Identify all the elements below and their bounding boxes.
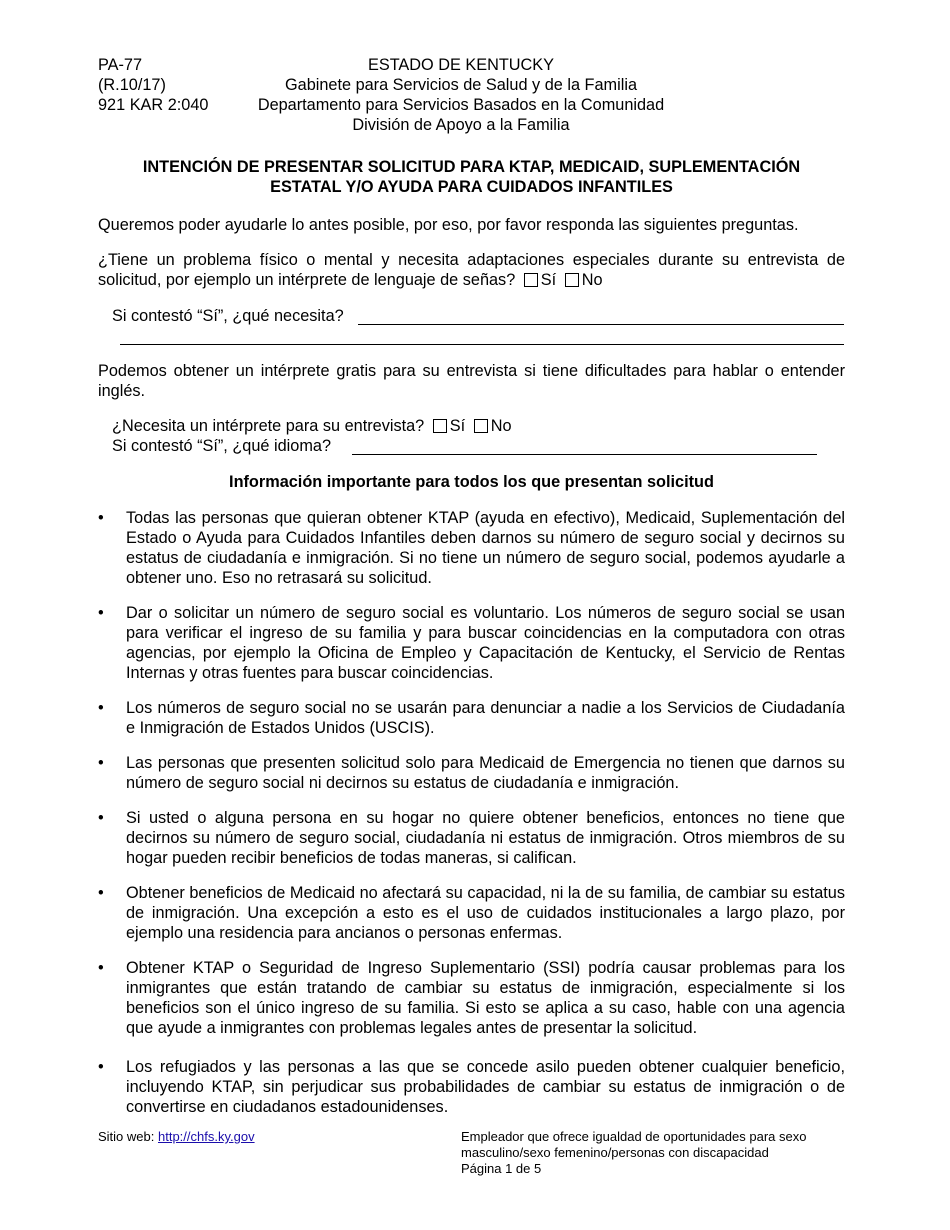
list-item-text: Obtener beneficios de Medicaid no afectará su capacidad, ni la de su familia, de cambiar su estatus de inmigración. Una excepción a esto es el uso de cuidados institucionales a largo plazo, por ejemplo una residencia para ancianos o personas enfermas. bbox=[126, 884, 845, 942]
website-link[interactable]: http://chfs.ky.gov bbox=[157, 1129, 255, 1144]
accommodation-no-label: No bbox=[581, 271, 603, 289]
department-name: Departamento para Servicios Basados en la Comunidad bbox=[257, 96, 665, 114]
website-label: Sitio web: bbox=[98, 1129, 158, 1144]
list-item bbox=[98, 603, 845, 683]
accommodation-no-checkbox[interactable] bbox=[565, 273, 579, 287]
intro-text: Queremos poder ayudarle lo antes posible, por eso, por favor responda las siguientes preguntas. bbox=[98, 216, 799, 234]
accommodation-question bbox=[98, 250, 845, 290]
interpreter-question-text: ¿Necesita un intérprete para su entrevista? bbox=[112, 417, 425, 435]
section-title: Información importante para todos los que presentan solicitud bbox=[229, 473, 714, 491]
title-line-2: ESTATAL Y/O AYUDA PARA CUIDADOS INFANTILES bbox=[270, 178, 673, 196]
list-item-text: Obtener KTAP o Seguridad de Ingreso Suplementario (SSI) podría causar problemas para los inmigrantes que están tratando de cambiar su estatus de inmigración, especialmente si los beneficios son el único ingreso de su familia. Si esto se aplica a su caso, hable con una agencia que ayude a inmigrantes con problemas legales antes de presentar la solicitud. bbox=[126, 959, 845, 1037]
state-name: ESTADO DE KENTUCKY bbox=[367, 56, 555, 74]
list-item bbox=[98, 508, 845, 588]
form-id: PA-77 bbox=[98, 56, 143, 74]
list-item-text: Si usted o alguna persona en su hogar no quiere obtener beneficios, entonces no tiene que decirnos su número de seguro social, ciudadanía ni estatus de inmigración. Otros miembros de su hogar pueden recibir beneficios de todas maneras, si califican. bbox=[126, 809, 845, 867]
accommodation-follow-up-label: Si contestó “Sí”, ¿qué necesita? bbox=[112, 307, 344, 325]
interpreter-no-label: No bbox=[490, 417, 512, 435]
division-name: División de Apoyo a la Familia bbox=[352, 116, 570, 134]
bullet-icon: • bbox=[98, 1058, 104, 1076]
list-item bbox=[98, 753, 845, 793]
important-info-list bbox=[98, 508, 845, 1117]
interpreter-question bbox=[112, 416, 845, 436]
agency-header bbox=[248, 55, 674, 135]
interpreter-info-text: Podemos obtener un intérprete gratis para su entrevista si tiene dificultades para hablar o entender inglés. bbox=[98, 362, 845, 400]
language-follow-up-label: Si contestó “Sí”, ¿qué idioma? bbox=[112, 437, 331, 455]
footer-website bbox=[98, 1129, 255, 1145]
bullet-icon: • bbox=[98, 884, 104, 902]
accommodation-needs-field[interactable] bbox=[358, 308, 844, 325]
bullet-icon: • bbox=[98, 809, 104, 827]
title-line-1: INTENCIÓN DE PRESENTAR SOLICITUD PARA KTAP, MEDICAID, SUPLEMENTACIÓN bbox=[142, 158, 801, 176]
accommodation-yes-checkbox[interactable] bbox=[524, 273, 538, 287]
bullet-icon: • bbox=[98, 699, 104, 717]
list-item bbox=[98, 883, 845, 943]
bullet-icon: • bbox=[98, 754, 104, 772]
list-item-text: Las personas que presenten solicitud solo para Medicaid de Emergencia no tienen que darnos su número de seguro social ni decirnos su estatus de ciudadanía e inmigración. bbox=[126, 754, 845, 792]
bullet-icon: • bbox=[98, 604, 104, 622]
form-regulation: 921 KAR 2:040 bbox=[98, 96, 209, 114]
list-item bbox=[98, 698, 845, 738]
list-item bbox=[98, 808, 845, 868]
accommodation-yes-label: Sí bbox=[540, 271, 557, 289]
employer-statement-line-1: Empleador que ofrece igualdad de oportunidades para sexo bbox=[461, 1129, 807, 1144]
cabinet-name: Gabinete para Servicios de Salud y de la Familia bbox=[284, 76, 638, 94]
page-title bbox=[98, 157, 845, 197]
list-item bbox=[98, 1057, 845, 1117]
form-identifiers bbox=[98, 55, 208, 115]
accommodation-question-text: ¿Tiene un problema físico o mental y necesita adaptaciones especiales durante su entrevista de solicitud, por ejemplo un intérprete de lenguaje de señas? bbox=[98, 251, 845, 289]
list-item-text: Todas las personas que quieran obtener KTAP (ayuda en efectivo), Medicaid, Suplementación del Estado o Ayuda para Cuidados Infantiles deben darnos su número de seguro social y decirnos su estatus de ciudadanía e inmigración. Si no tiene un número de seguro social, podemos ayudarle a obtener uno. Eso no retrasará su solicitud. bbox=[126, 509, 845, 587]
accommodation-needs-field-line-2[interactable] bbox=[120, 328, 844, 345]
list-item bbox=[98, 958, 845, 1038]
interpreter-no-checkbox[interactable] bbox=[474, 419, 488, 433]
employer-statement-line-2: masculino/sexo femenino/personas con discapacidad bbox=[461, 1145, 769, 1160]
language-field[interactable] bbox=[352, 438, 817, 455]
bullet-icon: • bbox=[98, 509, 104, 527]
interpreter-yes-label: Sí bbox=[449, 417, 466, 435]
page-number: Página 1 de 5 bbox=[461, 1161, 542, 1176]
interpreter-yes-checkbox[interactable] bbox=[433, 419, 447, 433]
list-item-text: Los números de seguro social no se usarán para denunciar a nadie a los Servicios de Ciudadanía e Inmigración de Estados Unidos (USCIS). bbox=[126, 699, 845, 737]
bullet-icon: • bbox=[98, 959, 104, 977]
form-revision: (R.10/17) bbox=[98, 76, 166, 94]
list-item-text: Dar o solicitar un número de seguro social es voluntario. Los números de seguro social se usan para verificar el ingreso de su familia y para buscar coincidencias en la computadora con otras agencias, por ejemplo la Oficina de Empleo y Capacitación de Kentucky, el Servicio de Rentas Internas y otras fuentes para buscar coincidencias. bbox=[126, 604, 845, 682]
footer-employer bbox=[461, 1129, 851, 1177]
list-item-text: Los refugiados y las personas a las que se concede asilo pueden obtener cualquier beneficio, incluyendo KTAP, sin perjudicar sus probabilidades de cambiar su estatus de inmigración o de convertirse en ciudadanos estadounidenses. bbox=[126, 1058, 845, 1116]
